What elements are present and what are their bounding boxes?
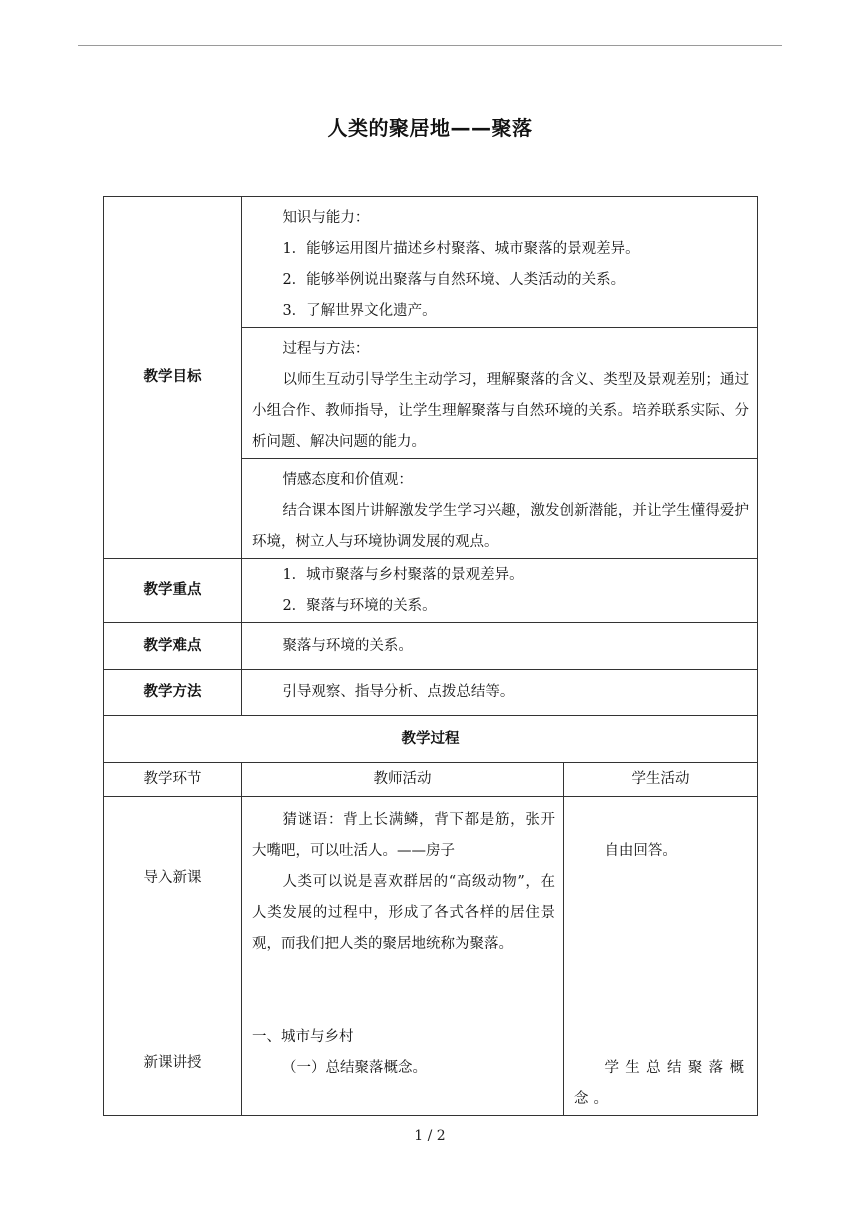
intro-text: 人类可以说是喜欢群居的“高级动物”，在人类发展的过程中，形成了各式各样的居住景观，而我们把人类的聚居地统称为聚落。 xyxy=(252,874,555,952)
stage-new-lesson: 新课讲授 xyxy=(143,1055,202,1071)
knowledge-item: 3．了解世界文化遗产。 xyxy=(282,303,437,319)
process-cell xyxy=(242,328,758,459)
knowledge-item: 1．能够运用图片描述乡村聚落、城市聚落的景观差异。 xyxy=(282,241,640,257)
difficulty-cell xyxy=(242,623,758,670)
knowledge-item: 2．能够举例说出聚落与自然环境、人类活动的关系。 xyxy=(282,272,626,288)
difficulty-text: 聚落与环境的关系。 xyxy=(282,637,413,654)
methods-cell xyxy=(242,670,758,716)
student-new-lesson-activity: 学生总结聚落概念。 xyxy=(574,1060,750,1107)
attitude-heading: 情感态度和价值观： xyxy=(282,472,413,488)
section-heading: 一、城市与乡村 xyxy=(252,1029,354,1045)
riddle-text: 猜谜语：背上长满鳞，背下都是筋，张开大嘴吧，可以吐活人。——房子 xyxy=(252,812,555,859)
lesson-plan-table xyxy=(103,196,758,1116)
process-section-title: 教学过程 xyxy=(104,716,758,763)
document-title: 人类的聚居地——聚落 xyxy=(327,116,533,140)
column-header-stage: 教学环节 xyxy=(104,763,242,797)
student-activity-cell xyxy=(564,797,758,1116)
subsection-heading: （一）总结聚落概念。 xyxy=(282,1060,427,1076)
objectives-label: 教学目标 xyxy=(104,197,242,559)
methods-text: 引导观察、指导分析、点拨总结等。 xyxy=(282,684,515,700)
stage-intro: 导入新课 xyxy=(143,870,202,886)
column-header-teacher: 教师活动 xyxy=(242,763,564,797)
process-text: 以师生互动引导学生主动学习，理解聚落的含义、类型及景观差别；通过小组合作、教师指导，让学生理解聚落与自然环境的关系。培养联系实际、分析问题、解决问题的能力。 xyxy=(252,372,750,450)
key-points-cell xyxy=(242,559,758,623)
column-header-student: 学生活动 xyxy=(564,763,758,797)
page-number: 1 / 2 xyxy=(414,1128,446,1144)
knowledge-cell xyxy=(242,197,758,328)
stage-cell xyxy=(104,797,242,1116)
key-point-item: 2．聚落与环境的关系。 xyxy=(282,597,437,614)
knowledge-heading: 知识与能力： xyxy=(282,210,370,226)
attitude-cell xyxy=(242,459,758,559)
key-point-item: 1．城市聚落与乡村聚落的景观差异。 xyxy=(282,566,524,583)
attitude-text: 结合课本图片讲解激发学生学习兴趣，激发创新潜能，并让学生懂得爱护环境，树立人与环境协调发展的观点。 xyxy=(252,503,750,550)
student-intro-activity: 自由回答。 xyxy=(604,843,677,859)
header-rule xyxy=(78,45,782,46)
teacher-activity-cell xyxy=(242,797,564,1116)
process-heading: 过程与方法： xyxy=(282,341,370,357)
key-points-label: 教学重点 xyxy=(104,559,242,623)
methods-label: 教学方法 xyxy=(104,670,242,716)
difficulty-label: 教学难点 xyxy=(104,623,242,670)
